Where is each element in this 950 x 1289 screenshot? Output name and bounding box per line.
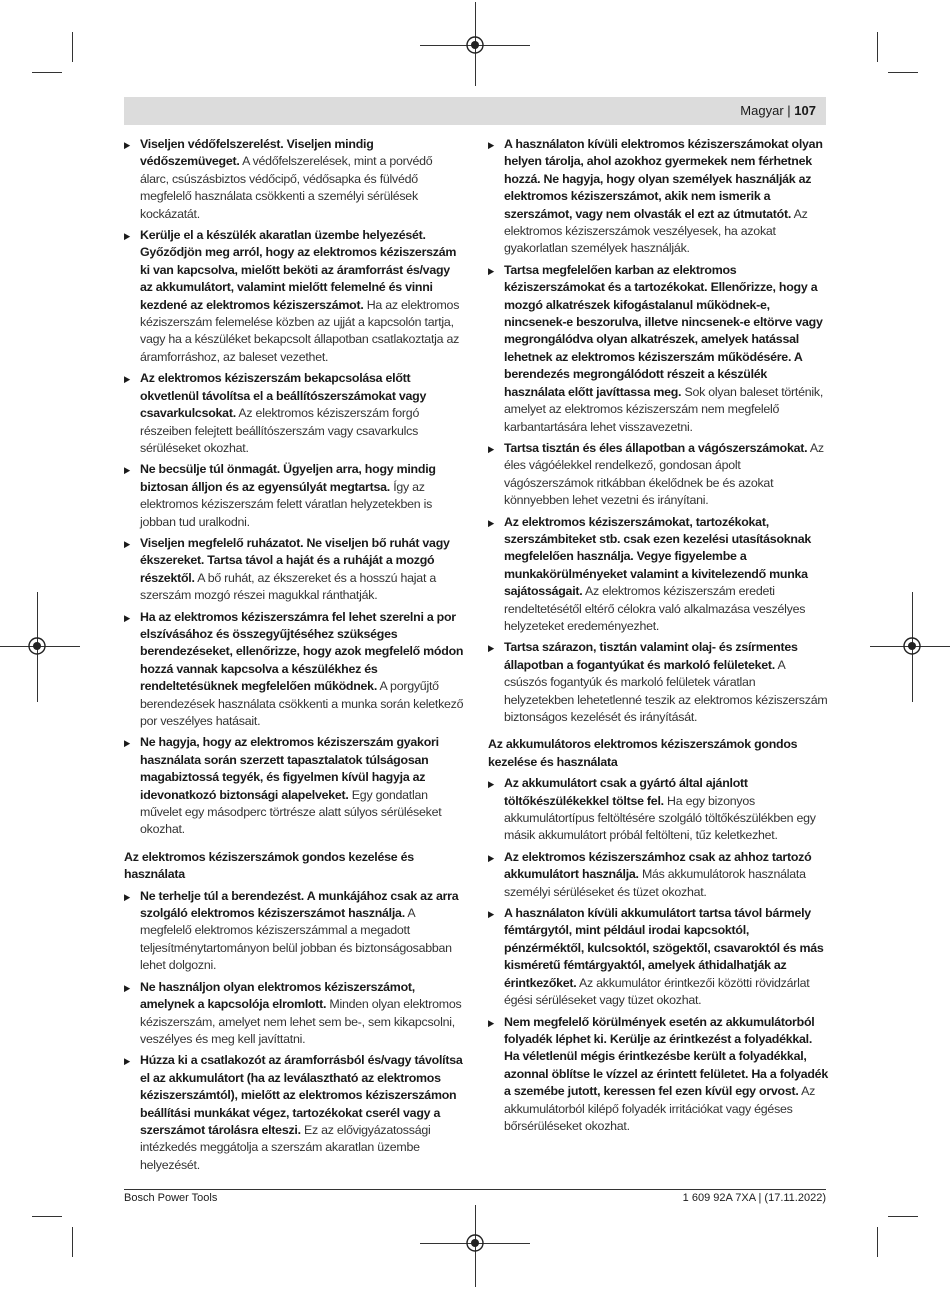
bullet-bold-text: A használaton kívüli elektromos kéziszerszámokat olyan helyen tárolja, ahol azokhoz gyermekek nem férhetnek hozzá. Ne hagyja, hogy olyan személyek használják az elektromos kéziszerszámot, akik nem ismerik a szerszámot, vagy nem olvasták el ezt az útmutatót. — [504, 137, 823, 221]
bullet-item — [124, 461, 464, 531]
bullet-bold-text: A használaton kívüli akkumulátort tartsa távol bármely fémtárgytól, mint például irodai kapcsoktól, pénzérméktől, kulcsoktól, szögektől, csavaroktól és más kisméretű fémtárgyaktól, amelyek áthidalhatják az érintkezőket. — [504, 906, 824, 990]
bullet-normal-text: Az éles vágóélekkel rendelkező, gondosan ápolt vágószerszámok ritkábban ékelődnek be és azokat könnyebben lehet vezetni és irányítani. — [504, 440, 824, 508]
bullet-bold-text: Viseljen megfelelő ruházatot. Ne viseljen bő ruhát vagy ékszereket. Tartsa távol a haját és a ruháját a mozgó részektől. — [140, 535, 450, 585]
bullet-normal-text: A védőfelszerelések, mint a porvédő álarc, csúszásbiztos védőcipő, védősapka és fülvédő megfelelő használata csökkenti a személyi sérülések kockázatát. — [140, 154, 433, 221]
registration-mark-icon — [28, 637, 46, 655]
bullet-bold-text: Az akkumulátort csak a gyártó által ajánlott töltőkészülékekkel töltse fel. — [504, 776, 748, 808]
bullet-normal-text: A csúszós fogantyúk és markoló felületek váratlan helyzetekben lehetetlenné teszik az elektromos kéziszerszám biztonságos kezelését és irányítását. — [504, 657, 828, 724]
header-separator: | — [787, 103, 791, 118]
bullet-bold-text: Ne hagyja, hogy az elektromos kéziszerszám gyakori használata során szerzett tapasztalatok túlságosan magabiztossá tegyék, és figyelmen kívül hagyja az idevonatkozó biztonsági alapelveket. — [140, 735, 439, 802]
bullet-normal-text: Az elektromos kéziszerszám eredeti rendeltetésétől eltérő célokra való alkalmazása veszélyes helyzeteket eredeményezhet. — [504, 584, 806, 633]
bullet-normal-text: A bő ruhát, az ékszereket és a hosszú hajat a szerszám mozgó részei magukkal ránthatják. — [140, 570, 436, 603]
right-column — [488, 136, 828, 1139]
footer-doc-id: 1 609 92A 7XA | (17.11.2022) — [682, 1192, 826, 1204]
bullet-normal-text: Ez az elővigyázatossági intézkedés meggátolja a szerszám akaratlan üzembe helyezését. — [140, 1122, 431, 1172]
header-text — [740, 103, 816, 118]
bullet-normal-text: Más akkumulátorok használata személyi sérüléseket és tüzet okozhat. — [504, 867, 806, 899]
bullet-item — [124, 609, 464, 731]
page-number: 107 — [794, 103, 816, 118]
page-header — [124, 97, 826, 125]
bullet-bold-text: Húzza ki a csatlakozót az áramforrásból és/vagy távolítsa el az akkumulátort (ha az leválasztható az elektromos kéziszerszámtól), mielőtt az elektromos kéziszerszámon beállítási munkákat végez, tartozékokat cserél vagy a szerszámot tárolásra elteszi. — [140, 1053, 463, 1137]
bullet-bold-text: Az elektromos kéziszerszám bekapcsolása előtt okvetlenül távolítsa el a beállítószerszámokat vagy csavarkulcsokat. — [140, 371, 427, 421]
bullet-item — [124, 888, 464, 975]
crop-mark — [888, 72, 918, 73]
bullet-normal-text: Egy gondatlan művelet egy másodperc törtrésze alatt súlyos sérüléseket okozhat. — [140, 787, 442, 837]
registration-mark-icon — [466, 1234, 484, 1252]
bullet-item — [124, 979, 464, 1049]
bullet-item — [124, 227, 464, 366]
bullet-item — [488, 639, 828, 726]
bullet-normal-text: Az elektromos kéziszerszámok veszélyesek, ha azokat gyakorlatlan személyek használják. — [504, 206, 808, 256]
crop-mark — [32, 1216, 62, 1217]
bullet-normal-text: Az akkumulátor érintkezői közötti rövidzárlat égési sérüléseket vagy tüzet okozhat. — [504, 975, 810, 1008]
section-title: Az akkumulátoros elektromos kéziszerszámok gondos kezelése és használata — [488, 737, 798, 769]
crop-mark — [72, 1227, 73, 1257]
bullet-normal-text: Sok olyan baleset történik, amelyet az elektromos kéziszerszám nem megfelelő karbantartására lehet visszavezetni. — [504, 384, 824, 434]
bullet-item — [488, 514, 828, 636]
bullet-normal-text: A porgyűjtő berendezések használata csökkenti a munka során keletkező por veszélyes hatásait. — [140, 679, 464, 728]
crop-mark — [72, 32, 73, 62]
footer-brand: Bosch Power Tools — [124, 1192, 218, 1204]
bullet-bold-text: Tartsa tisztán és éles állapotban a vágószerszámokat. — [504, 440, 808, 455]
crop-mark — [32, 72, 62, 73]
bullet-item — [488, 1014, 828, 1136]
bullet-bold-text: Nem megfelelő körülmények esetén az akkumulátorból folyadék léphet ki. Kerülje az érintkezést a folyadékkal. Ha véletlenül mégis érintkezésbe került a folyadékkal, azonnal öblítse le vízzel az érintett felületet. Ha a folyadék a szemébe jutott, keressen fel ezen kívül egy orvost. — [504, 1014, 828, 1099]
bullet-bold-text: Tartsa megfelelően karban az elektromos kéziszerszámokat és a tartozékokat. Ellenőrizze, hogy a mozgó alkatrészek kifogástalanul működnek-e, nincsenek-e beszorulva, illetve nincsenek-e eltörve vagy megrongálódva olyan alkatrészek, amelyek hatással lehetnek az elektromos kéziszerszám működésére. A berendezés megrongálódott részeit a készülék használata előtt javíttassa meg. — [504, 262, 823, 399]
bullet-normal-text: A megfelelő elektromos kéziszerszámmal a megadott teljesítménytartományon belül jobban és biztonságosabban lehet dolgozni. — [140, 906, 452, 973]
bullet-item — [488, 136, 828, 258]
bullet-item — [488, 440, 828, 510]
bullet-item — [488, 905, 828, 1009]
left-column — [124, 136, 464, 1178]
bullet-item — [488, 849, 828, 901]
bullet-normal-text: Az elektromos kéziszerszám forgó részeiben felejtett beállítószerszám vagy csavarkulcs sérüléseket okozhat. — [140, 406, 420, 455]
bullet-normal-text: Így az elektromos kéziszerszám felett váratlan helyzetekben is jobban tud uralkodni. — [140, 479, 433, 529]
bullet-item — [124, 734, 464, 838]
bullet-item — [124, 535, 464, 605]
bullet-bold-text: Viseljen védőfelszerelést. Viseljen mindig védőszemüveget. — [140, 137, 374, 169]
bullet-item — [488, 262, 828, 436]
bullet-bold-text: Kerülje el a készülék akaratlan üzembe helyezését. Győződjön meg arról, hogy az elektromos kéziszerszám ki van kapcsolva, mielőtt beköti az áramforrást és/vagy az akkumulátort, valamint mielőtt felemelné és vinni kezdené az elektromos kéziszerszámot. — [140, 228, 457, 312]
footer-divider — [124, 1189, 826, 1190]
bullet-normal-text: Az akkumulátorból kilépő folyadék irritációkat vagy égéses bőrsérüléseket okozhat. — [504, 1084, 816, 1133]
bullet-item — [124, 136, 464, 223]
section-title: Az elektromos kéziszerszámok gondos kezelése és használata — [124, 849, 414, 882]
bullet-bold-text: Ne becsülje túl önmagát. Ügyeljen arra, hogy mindig biztosan álljon és az egyensúlyát megtartsa. — [140, 462, 436, 494]
bullet-item — [124, 1052, 464, 1174]
bullet-normal-text: Ha egy bizonyos akkumulátortípus feltöltésére szolgáló töltőkészülékben egy másik akkumulátort próbál feltölteni, tűz keletkezhet. — [504, 793, 816, 843]
bullet-normal-text: Ha az elektromos kéziszerszám felemelése közben az ujját a kapcsolón tartja, vagy ha a készüléket bekapcsolt állapotban csatlakoztatja az áramforráshoz, az baleset vezethet. — [140, 297, 460, 364]
bullet-item — [488, 775, 828, 845]
crop-mark — [877, 1227, 878, 1257]
registration-mark-icon — [466, 36, 484, 54]
bullet-bold-text: Az elektromos kéziszerszámhoz csak az ahhoz tartozó akkumulátort használja. — [504, 849, 812, 882]
crop-mark — [888, 1216, 918, 1217]
bullet-bold-text: Ne használjon olyan elektromos kéziszerszámot, amelynek a kapcsolója elromlott. — [140, 979, 415, 1012]
bullet-bold-text: Az elektromos kéziszerszámokat, tartozékokat, szerszámbiteket stb. csak ezen kezelési utasításoknak megfelelően használja. Vegye figyelembe a munkakörülményeket valamint a kivitelezendő munka sajátosságait. — [504, 514, 812, 599]
crop-mark — [877, 32, 878, 62]
bullet-item — [124, 370, 464, 457]
bullet-normal-text: Minden olyan elektromos kéziszerszám, amelyet nem lehet sem be-, sem kikapcsolni, veszélyes és meg kell javíttatni. — [140, 997, 462, 1046]
bullet-bold-text: Ne terhelje túl a berendezést. A munkájához csak az arra szolgáló elektromos kéziszerszámot használja. — [140, 888, 459, 921]
header-language: Magyar — [740, 103, 784, 118]
bullet-bold-text: Tartsa szárazon, tisztán valamint olaj- és zsírmentes állapotban a fogantyúkat és markoló felületeket. — [504, 640, 798, 672]
bullet-bold-text: Ha az elektromos kéziszerszámra fel lehet szerelni a por elszívásához és összegyűjtéséhez szükséges berendezéseket, ellenőrizze, hogy azok megfelelő módon hozzá vannak kapcsolva a készülékhez és rendeltetésüknek megfelelően működnek. — [140, 609, 464, 694]
registration-mark-icon — [903, 637, 921, 655]
